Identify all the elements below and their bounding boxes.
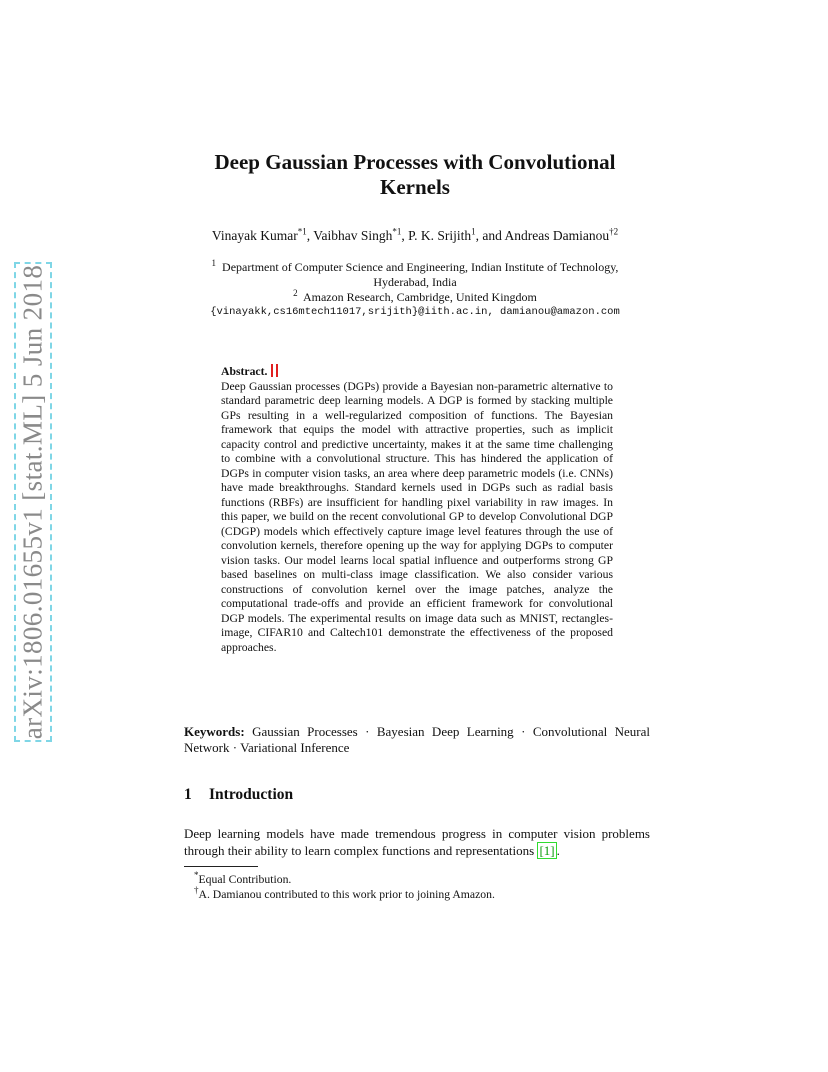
arxiv-identifier-text: arXiv:1806.01655v1 [stat.ML] 5 Jun 2018	[17, 264, 48, 740]
keywords-label: Keywords:	[184, 724, 245, 739]
footnote-mark: *	[194, 870, 199, 881]
abstract-heading: Abstract.	[221, 365, 268, 378]
keywords-text: Gaussian Processes · Bayesian Deep Learning · Convolutional Neural Network · Variational Inference	[184, 724, 651, 755]
author-name: Andreas Damianou	[504, 228, 610, 243]
author-emails[interactable]: {vinayakk,cs16mtech11017,srijith}@iith.ac.in, damianou@amazon.com	[210, 306, 620, 318]
arxiv-identifier-stamp	[14, 262, 52, 742]
paper-title	[120, 150, 710, 200]
title-line-2: Kernels	[380, 175, 450, 199]
affiliation-mark: 1	[211, 258, 217, 268]
citation-link[interactable]: [1]	[539, 843, 555, 858]
author-mark: *1	[392, 226, 402, 237]
title-line-1: Deep Gaussian Processes with Convolutional	[214, 150, 616, 174]
author-separator: ,	[306, 228, 314, 243]
affiliations	[130, 260, 700, 320]
author-name: Vaibhav Singh	[313, 228, 393, 243]
introduction-end: .	[556, 843, 560, 858]
affiliation-1-line-2: Hyderabad, India	[373, 275, 457, 289]
author-name: Vinayak Kumar	[211, 228, 298, 243]
affiliation-2-text: Amazon Research, Cambridge, United Kingdom	[302, 290, 537, 304]
author-list	[100, 228, 730, 244]
section-title: Introduction	[209, 786, 294, 803]
section-heading-introduction	[184, 786, 293, 804]
abstract	[221, 364, 613, 655]
footnote-rule	[184, 866, 258, 867]
affiliation-1-text: Department of Computer Science and Engineering, Indian Institute of Technology,	[222, 260, 619, 274]
footnotes	[194, 872, 495, 902]
author-mark: †2	[609, 226, 619, 237]
affiliation-2	[130, 290, 700, 305]
introduction-text: Deep learning models have made tremendous progress in computer vision problems through their ability to learn complex functions and representations	[184, 826, 650, 858]
introduction-paragraph	[184, 825, 650, 859]
abstract-text: Deep Gaussian processes (DGPs) provide a Bayesian non-parametric alternative to standard parametric deep learning models. A DGP is formed by stacking multiple GPs resulting in a well-regularized composition of functions. The Bayesian framework that equips the model with attractive properties, such as implicit capacity control and predictive uncertainty, makes it at the same time challenging to combine with a convolutional structure. This has hindered the application of DGPs in computer vision tasks, an area where deep parametric models (i.e. CNNs) have made breakthroughs. Standard kernels used in DGPs such as radial basis functions (RBFs) are insufficient for handling pixel variability in raw images. In this paper, we build on the recent convolutional GP to develop Convolutional DGP (CDGP) models which effectively capture image level features through the use of convolution kernels, therefore opening up the way for applying DGPs to computer vision tasks. Our model learns local spatial influence and outperforms strong GP based baselines on multi-class image classification. We also consider various constructions of convolution kernel over the image patches, analyze the computational trade-offs and provide an efficient framework for convolutional DGP models. The experimental results on image data such as MNIST, rectangles-image, CIFAR10 and Caltech101 demonstrate the effectiveness of the proposed approaches.	[221, 379, 613, 654]
annotation-marker-icon[interactable]	[271, 364, 278, 377]
affiliation-1-line-1	[130, 260, 700, 275]
author-separator: , and	[475, 228, 505, 243]
footnote-mark: †	[194, 885, 199, 896]
footnote-text: Equal Contribution.	[198, 873, 292, 886]
section-number: 1	[184, 786, 192, 803]
author-name: P. K. Srijith	[408, 228, 472, 243]
footnote-item	[194, 887, 495, 902]
keywords	[184, 724, 650, 756]
footnote-text: A. Damianou contributed to this work prior to joining Amazon.	[198, 888, 495, 901]
footnote-item	[194, 872, 495, 887]
affiliation-mark: 2	[293, 288, 298, 298]
author-mark: *1	[297, 226, 307, 237]
author-mark: 1	[471, 226, 476, 237]
author-separator: ,	[401, 228, 409, 243]
